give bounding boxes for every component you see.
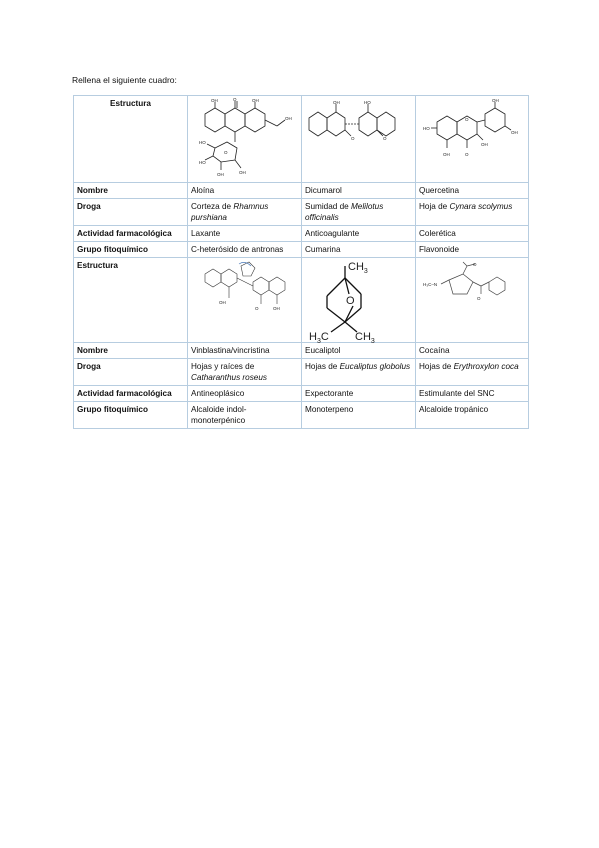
eucaliptol-structure-diagram — [305, 260, 405, 345]
cell-actividad-1: Laxante — [188, 226, 302, 242]
intro-text: Rellena el siguiente cuadro: — [72, 75, 177, 85]
table-row — [74, 199, 529, 226]
label-droga: Droga — [74, 359, 188, 386]
table-row — [74, 96, 529, 183]
droga-species: Eucaliptus globolus — [339, 362, 411, 371]
h3c-n-label: H₃C–N — [423, 282, 438, 287]
cell-actividad-4: Antineoplásico — [188, 386, 302, 402]
structure-eucaliptol — [302, 258, 416, 343]
cell-nombre-4: Vinblastina/vincristina — [188, 343, 302, 359]
cell-droga-5 — [302, 359, 416, 386]
label-o: O — [346, 295, 355, 307]
cell-nombre-6: Cocaína — [416, 343, 529, 359]
cell-actividad-2: Anticoagulante — [302, 226, 416, 242]
ch3-bottom-label: $CH_3$ — [355, 331, 375, 345]
label-oh: OH — [217, 172, 224, 177]
label-oh: OH — [285, 116, 292, 121]
label-droga: Droga — [74, 199, 188, 226]
label-o: O — [465, 117, 469, 122]
label-o: O — [465, 152, 469, 157]
label-o: O — [233, 97, 237, 102]
cell-grupo-1: C-heterósido de antronas — [188, 242, 302, 258]
label-grupo: Grupo fitoquímico — [74, 402, 188, 429]
structure-cocaina — [416, 258, 529, 343]
compounds-table — [73, 95, 529, 429]
label-oh: OH — [492, 98, 499, 103]
label-o: O — [255, 306, 259, 311]
structure-aloina — [188, 96, 302, 183]
table-row — [74, 226, 529, 242]
label-oh: OH — [511, 130, 518, 135]
label-actividad: Actividad farmacológica — [74, 226, 188, 242]
label-oh: OH — [333, 100, 340, 105]
label-grupo: Grupo fitoquímico — [74, 242, 188, 258]
label-oh: OH — [252, 98, 259, 103]
cocaina-structure-diagram — [419, 260, 525, 320]
ch3-top-label: $CH_3$ — [348, 261, 368, 275]
cell-nombre-3: Quercetina — [416, 183, 529, 199]
droga-text: Hojas de — [419, 362, 454, 371]
table-row — [74, 359, 529, 386]
table-row — [74, 343, 529, 359]
label-o: O — [383, 136, 387, 141]
label-ho: HO — [364, 100, 371, 105]
cell-droga-3 — [416, 199, 529, 226]
cell-nombre-2: Dicumarol — [302, 183, 416, 199]
cell-grupo-2: Cumarina — [302, 242, 416, 258]
cell-nombre-1: Aloína — [188, 183, 302, 199]
label-nombre: Nombre — [74, 183, 188, 199]
label-oh: OH — [219, 300, 226, 305]
droga-species: Cynara scolymus — [449, 202, 513, 211]
dicumarol-structure-diagram — [305, 98, 413, 158]
cell-droga-6 — [416, 359, 529, 386]
table-row — [74, 258, 529, 343]
label-oh: OH — [481, 142, 488, 147]
structure-vinblastina — [188, 258, 302, 343]
droga-text: Hojas de — [305, 362, 340, 371]
label-estructura: Estructura — [74, 258, 188, 343]
droga-text: Hoja de — [419, 202, 450, 211]
label-estructura: Estructura — [74, 96, 188, 183]
quercetina-structure-diagram — [419, 98, 525, 168]
droga-text: Corteza de — [191, 202, 234, 211]
droga-text: Hojas y raíces de — [191, 362, 255, 371]
label-oh: OH — [443, 152, 450, 157]
cell-actividad-3: Colerética — [416, 226, 529, 242]
vinblastina-structure-diagram — [191, 260, 299, 320]
label-o: O — [473, 262, 477, 267]
cell-droga-4 — [188, 359, 302, 386]
label-o: O — [351, 136, 355, 141]
table-row — [74, 386, 529, 402]
droga-species: Rhamnus purshiana — [191, 202, 269, 222]
label-oh: OH — [273, 306, 280, 311]
aloina-structure-diagram — [191, 98, 299, 180]
cell-grupo-6: Alcaloide tropánico — [416, 402, 529, 429]
label-actividad: Actividad farmacológica — [74, 386, 188, 402]
droga-species: Catharanthus roseus — [191, 373, 268, 382]
table-row — [74, 242, 529, 258]
cell-droga-2 — [302, 199, 416, 226]
structure-quercetina — [416, 96, 529, 183]
cell-grupo-5: Monoterpeno — [302, 402, 416, 429]
cell-actividad-6: Estimulante del SNC — [416, 386, 529, 402]
droga-species: Erythroxylon coca — [453, 362, 519, 371]
structure-dicumarol — [302, 96, 416, 183]
label-ho: HO — [199, 160, 206, 165]
droga-species: Melilotus officinalis — [305, 202, 384, 222]
label-o: O — [224, 150, 228, 155]
cell-grupo-3: Flavonoide — [416, 242, 529, 258]
cell-nombre-5: Eucaliptol — [302, 343, 416, 359]
label-nombre: Nombre — [74, 343, 188, 359]
label-ho: HO — [423, 126, 430, 131]
cell-droga-1 — [188, 199, 302, 226]
table-row — [74, 402, 529, 429]
label-oh: OH — [239, 170, 246, 175]
label-o: O — [477, 296, 481, 301]
label-ho: HO — [199, 140, 206, 145]
table-row — [74, 183, 529, 199]
droga-text: Sumidad de — [305, 202, 351, 211]
cell-actividad-5: Expectorante — [302, 386, 416, 402]
label-oh: OH — [211, 98, 218, 103]
h3c-label: $H_3C$ — [309, 331, 329, 345]
cell-grupo-4: Alcaloide indol-monoterpénico — [188, 402, 302, 429]
